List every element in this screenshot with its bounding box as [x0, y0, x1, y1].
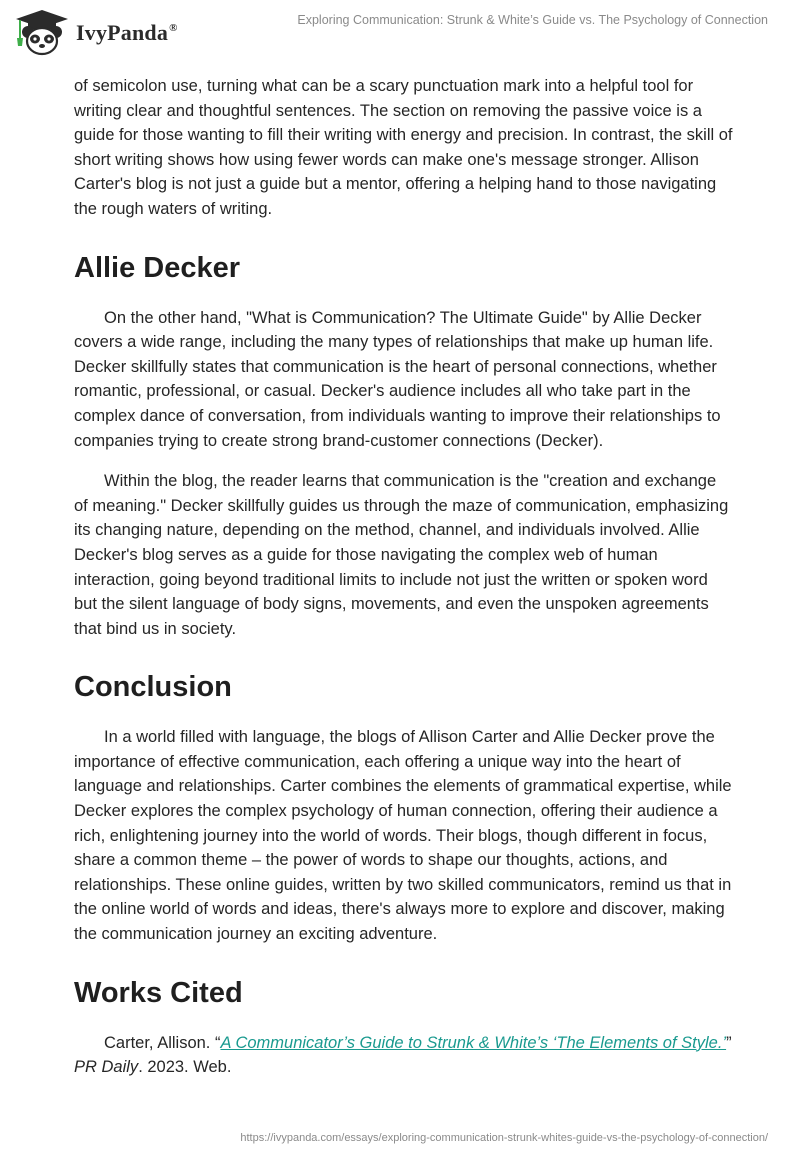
citation-quote-close: ” — [726, 1033, 732, 1052]
brand-name: IvyPanda® — [76, 20, 178, 45]
document-title: Exploring Communication: Strunk & White’s Guide vs. The Psychology of Connection — [297, 13, 768, 27]
citation-publication: PR Daily — [74, 1058, 139, 1077]
citation-rest: . 2023. Web. — [138, 1058, 232, 1077]
conclusion-paragraph: In a world filled with language, the blogs of Allison Carter and Allie Decker prove the importance of effective communication, each offering a unique way into the heart of language and relationships. Carter combines the elements of grammatical expertise, while Decker explores the complex psychology of human connection, offering their audience a rich, enlightening journey into the world of words. Their blogs, though different in focus, share a common theme – the power of words to shape our thoughts, actions, and relationships. These online guides, written by two skilled communicators, remind us that in the online world of words and ideas, there's always more to explore and discover, making the communication journey an exciting adventure. — [74, 728, 732, 944]
citation-link[interactable]: A Communicator’s Guide to Strunk & White’s ‘The Elements of Style.’ — [220, 1033, 727, 1052]
decker-paragraph-2: Within the blog, the reader learns that communication is the "creation and exchange of meaning." Decker skillfully guides us through the maze of communication, emphasizing its changing nature, depending on the method, channel, and individuals involved. Allie Decker's blog serves as a guide for those navigating the complex web of human interaction, going beyond traditional limits to include not just the written or spoken word but the silent language of body signs, movements, and even the unspoken agreements that bind us in society. — [74, 472, 729, 638]
heading-works-cited: Works Cited — [74, 976, 243, 1009]
footer-url[interactable]: https://ivypanda.com/essays/exploring-communication-strunk-whites-guide-vs-the-psychology-of-connection/ — [240, 1132, 768, 1144]
page-header — [0, 0, 800, 70]
essay-body — [74, 74, 734, 1080]
decker-paragraph-1: On the other hand, "What is Communication? The Ultimate Guide" by Allie Decker covers a wide range, including the many types of relationships that make up human life. Decker skillfully states that communication is the heart of personal connections, whether romantic, professional, or casual. Decker's audience includes all who take part in the complex dance of conversation, from individuals wanting to improve their relationships to companies trying to create strong brand-customer connections (Decker). — [74, 308, 721, 450]
citation-author: Carter, Allison. “ — [104, 1033, 221, 1052]
intro-paragraph: of semicolon use, turning what can be a scary punctuation mark into a helpful tool for writing clear and thoughtful sentences. The section on removing the passive voice is a guide for those wanting to fill their writing with energy and precision. In contrast, the skill of short writing shows how using fewer words can make one's message stronger. Allison Carter's blog is not just a guide but a mentor, offering a helping hand to those navigating the rough waters of writing. — [74, 77, 733, 218]
heading-conclusion: Conclusion — [74, 671, 232, 704]
brand-logo[interactable] — [14, 8, 178, 56]
citation-entry — [74, 1031, 734, 1080]
heading-allie-decker: Allie Decker — [74, 251, 241, 284]
panda-graduate-icon — [14, 8, 70, 56]
